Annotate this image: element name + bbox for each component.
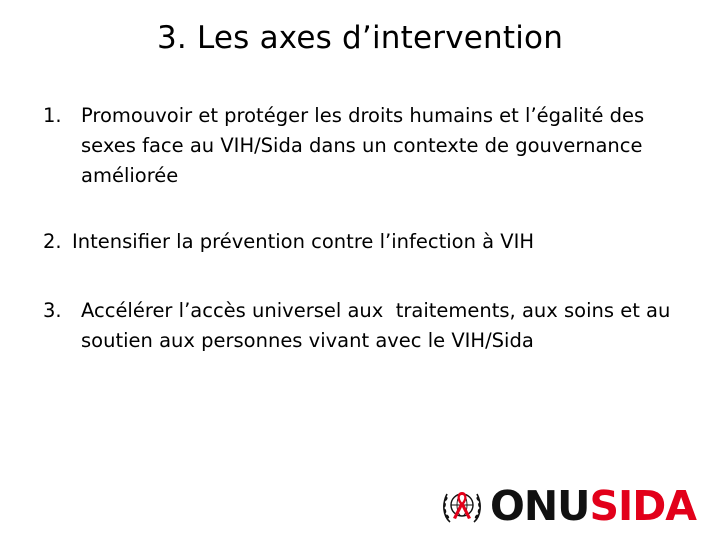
list-item-text: Accélérer l’accès universel aux traitements, aux soins et au soutien aux personnes vivant avec le VIH/Sida [81,299,677,352]
un-red-ribbon-emblem-icon [440,484,484,528]
list-item-number: 1. [43,104,62,127]
list-item-text: Intensifier la prévention contre l’infection à VIH [72,230,535,253]
logo-wordmark [490,480,696,532]
slide-title: 3. Les axes d’intervention [156,20,564,56]
list-item [43,296,693,356]
onusida-logo [440,482,697,530]
list-item [43,101,663,191]
logo-word-onu: ONU [490,482,590,530]
list-item [43,227,663,257]
logo-word-sida: SIDA [589,482,697,530]
list-item-number: 3. [43,299,62,322]
list-item-text: Promouvoir et protéger les droits humains et l’égalité des sexes face au VIH/Sida dans un contexte de gouvernance améliorée [81,104,645,187]
list-item-number: 2. [43,230,62,253]
